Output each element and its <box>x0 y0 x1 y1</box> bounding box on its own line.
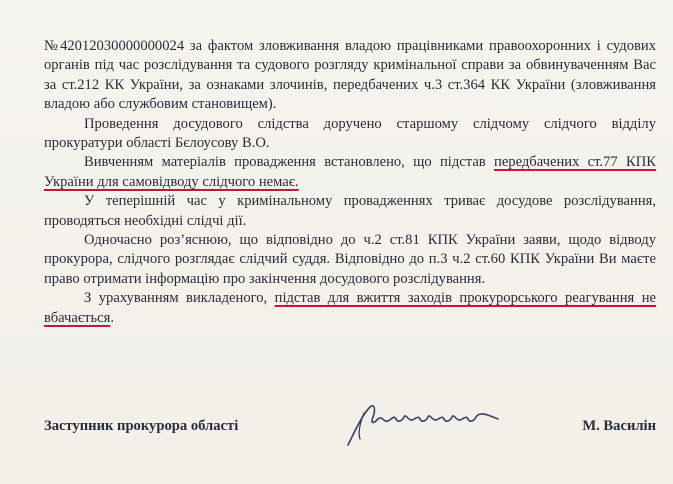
paragraph-3 <box>44 153 656 192</box>
paragraph-1-text: №42012030000000024 за фактом зловживання владою працівниками правоохоронних і судових органів під час розслідування та судового розгляду кримінальної справи за обвинуваченням Вас за ст.212 КК України, за ознаками злочинів, передбачених ч.3 ст.364 КК України (зловживання владою або службовим становищем). <box>44 38 656 113</box>
paragraph-6-end: . <box>110 309 114 326</box>
paragraph-5 <box>44 231 656 289</box>
paragraph-6-text: З урахуванням викладеного, <box>84 290 275 307</box>
paragraph-6 <box>44 289 656 328</box>
paragraph-3-text: Вивченням матеріалів провадження встановлено, що підстав <box>84 154 495 171</box>
letter-body <box>44 37 656 328</box>
paragraph-5-text: Одночасно роз’яснюю, що відповідно до ч.2 ст.81 КПК України заяви, щодо відводу прокурора, слідчого розглядає слідчий суддя. Відповідно до п.3 ч.2 ст.60 КПК України Ви маєте право отримати інформацію про закінчення досудового розслідування. <box>44 232 656 287</box>
paragraph-3-underlined-text: передбачених ст.77 КПК України для самовідводу слідчого немає. <box>44 154 657 190</box>
paragraph-4-text: У теперішній час у кримінальному провадженнях триває досудове розслідування, проводяться необхідні слідчі дії. <box>44 193 656 229</box>
signatory-name: М. Василін <box>582 418 656 434</box>
paragraph-2-text: Проведення досудового слідства доручено старшому слідчому слідчого відділу прокуратури області Бєлоусову В.О. <box>44 115 656 152</box>
handwritten-signature <box>340 393 510 453</box>
paragraph-1 <box>44 37 656 115</box>
paragraph-2 <box>44 115 656 154</box>
paragraph-6-underlined-text: підстав для вжиття заходів прокурорського реагування не вбачається <box>44 290 656 326</box>
paragraph-4 <box>44 192 656 231</box>
signatory-title: Заступник прокурора області <box>44 418 239 434</box>
